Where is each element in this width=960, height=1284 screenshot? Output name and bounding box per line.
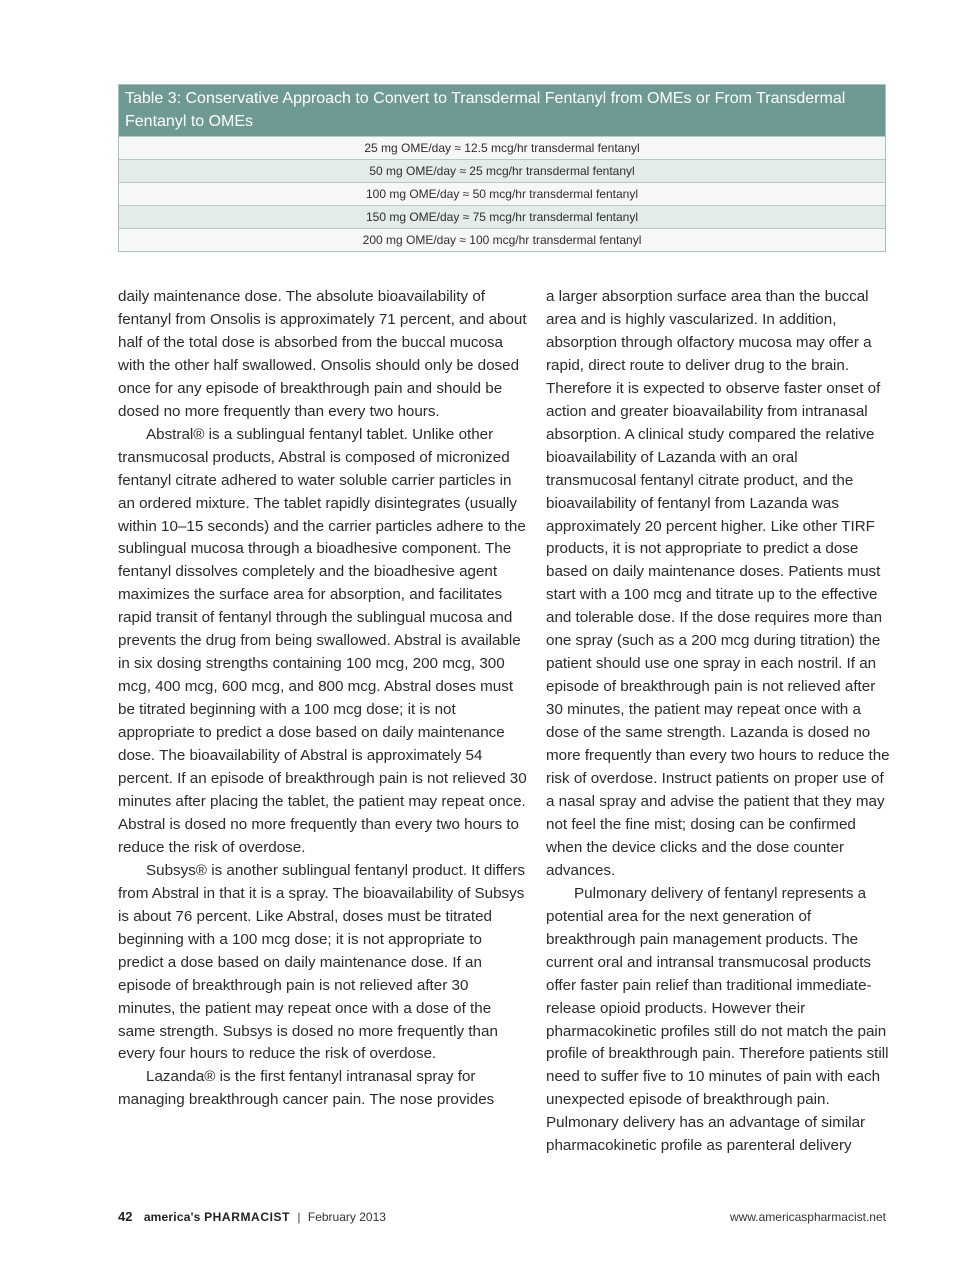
table-row: 50 mg OME/day ≈ 25 mcg/hr transdermal fentanyl — [119, 159, 885, 182]
paragraph-subsys: Subsys® is another sublingual fentanyl product. It differs from Abstral in that it is a spray. The bioavailability of Subsys is about 76 percent. Like Abstral, doses must be titrated beginning with a 100 mcg dose; it is not appropriate to predict a dose based on daily maintenance dose. If an episode of breakthrough pain is not relieved after 30 minutes, the patient may repeat once with a dose of the same strength. Subsys is dosed no more frequently than every four hours to reduce the risk of overdose. — [118, 861, 525, 1063]
footer-separator: | — [297, 1210, 301, 1224]
page-footer — [118, 1208, 886, 1226]
paragraph-pulmonary: Pulmonary delivery of fentanyl represents a potential area for the next generation of breakthrough pain management products. The current oral and intransal transmucosal products offer faster pain relief than traditional immediate-release opioid products. However their pharmacokinetic profiles still do not match the pain profile of breakthrough pain. Therefore patients still need to suffer five to 10 minutes of pain with each unexpected episode of breakthrough pain. Pulmonary delivery has an advantage of similar pharmacokinetic profile as parenteral delivery — [546, 884, 889, 1155]
paragraph-abstral: Abstral® is a sublingual fentanyl tablet. Unlike other transmucosal products, Abstral is composed of micronized fentanyl citrate adhered to water soluble carrier particles in an ordered mixture. The tablet rapidly disintegrates (usually within 10–15 seconds) and the carrier particles adhere to the sublingual mucosa through a bioadhesive component. The fentanyl dissolves completely and the bioadhesive agent maximizes the surface area for absorption, and facilitates rapid transit of fentanyl through the sublingual mucosa and prevents the drug from being swallowed. Abstral is available in six dosing strengths containing 100 mcg, 200 mcg, 300 mcg, 400 mcg, 600 mcg, and 800 mcg. Abstral doses must be titrated beginning with a 100 mcg dose; it is not appropriate to predict a dose based on daily maintenance dose. The bioavailability of Abstral is approximately 54 percent. If an episode of breakthrough pain is not relieved 30 minutes after placing the tablet, the patient may repeat once. Abstral is dosed no more frequently than every two hours to reduce the risk of overdose. — [118, 425, 527, 856]
paragraph-onsolis: daily maintenance dose. The absolute bioavailability of fentanyl from Onsolis is approximately 71 percent, and about half of the total dose is absorbed from the buccal mucosa with the other half swallowed. Onsolis should only be dosed once for any episode of breakthrough pain and should be dosed no more frequently than every two hours. — [118, 288, 527, 420]
brand-prefix: america's — [143, 1210, 201, 1224]
right-column — [546, 286, 890, 1158]
paragraph-lazanda-cont: a larger absorption surface area than the buccal area and is highly vascularized. In addition, absorption through olfactory mucosa may offer a rapid, direct route to deliver drug to the brain. Therefore it is expected to observe faster onset of action and greater bioavailability from intranasal absorption. A clinical study compared the relative bioavailability of Lazanda with an oral transmucosal fentanyl citrate product, and the bioavailability of fentanyl from Lazanda was approximately 20 percent higher. Like other TIRF products, it is not appropriate to predict a dose based on daily maintenance doses. Patients must start with a 100 mcg and titrate up to the effective and tolerable dose. If the dose requires more than one spray (such as a 200 mcg during titration) the patient should use one spray in each nostril. If an episode of breakthrough pain is not relieved after 30 minutes, the patient may repeat once with a dose of the same strength. Lazanda is dosed no more frequently than every two hours to reduce the risk of overdose. Instruct patients on proper use of a nasal spray and advise the patient that they may not feel the fine mist; dosing can be confirmed when the device clicks and the dose counter advances. — [546, 288, 890, 879]
conversion-table — [118, 84, 886, 252]
page-number: 42 — [118, 1209, 133, 1224]
magazine-logo — [144, 1210, 290, 1224]
table-caption: Table 3: Conservative Approach to Convert to Transdermal Fentanyl from OMEs or From Transdermal Fentanyl to OMEs — [119, 85, 885, 136]
website-url: www.americaspharmacist.net — [729, 1210, 886, 1224]
table-row: 25 mg OME/day ≈ 12.5 mcg/hr transdermal fentanyl — [119, 136, 885, 159]
issue-date: February 2013 — [307, 1210, 386, 1224]
table-row: 150 mg OME/day ≈ 75 mcg/hr transdermal fentanyl — [119, 205, 885, 228]
table-row: 200 mg OME/day ≈ 100 mcg/hr transdermal fentanyl — [119, 228, 885, 251]
table-row: 100 mg OME/day ≈ 50 mcg/hr transdermal fentanyl — [119, 182, 885, 205]
paragraph-lazanda: Lazanda® is the first fentanyl intranasal spray for managing breakthrough cancer pain. The nose provides — [118, 1068, 495, 1109]
left-column — [118, 286, 528, 1112]
brand-name: PHARMACIST — [204, 1210, 291, 1224]
